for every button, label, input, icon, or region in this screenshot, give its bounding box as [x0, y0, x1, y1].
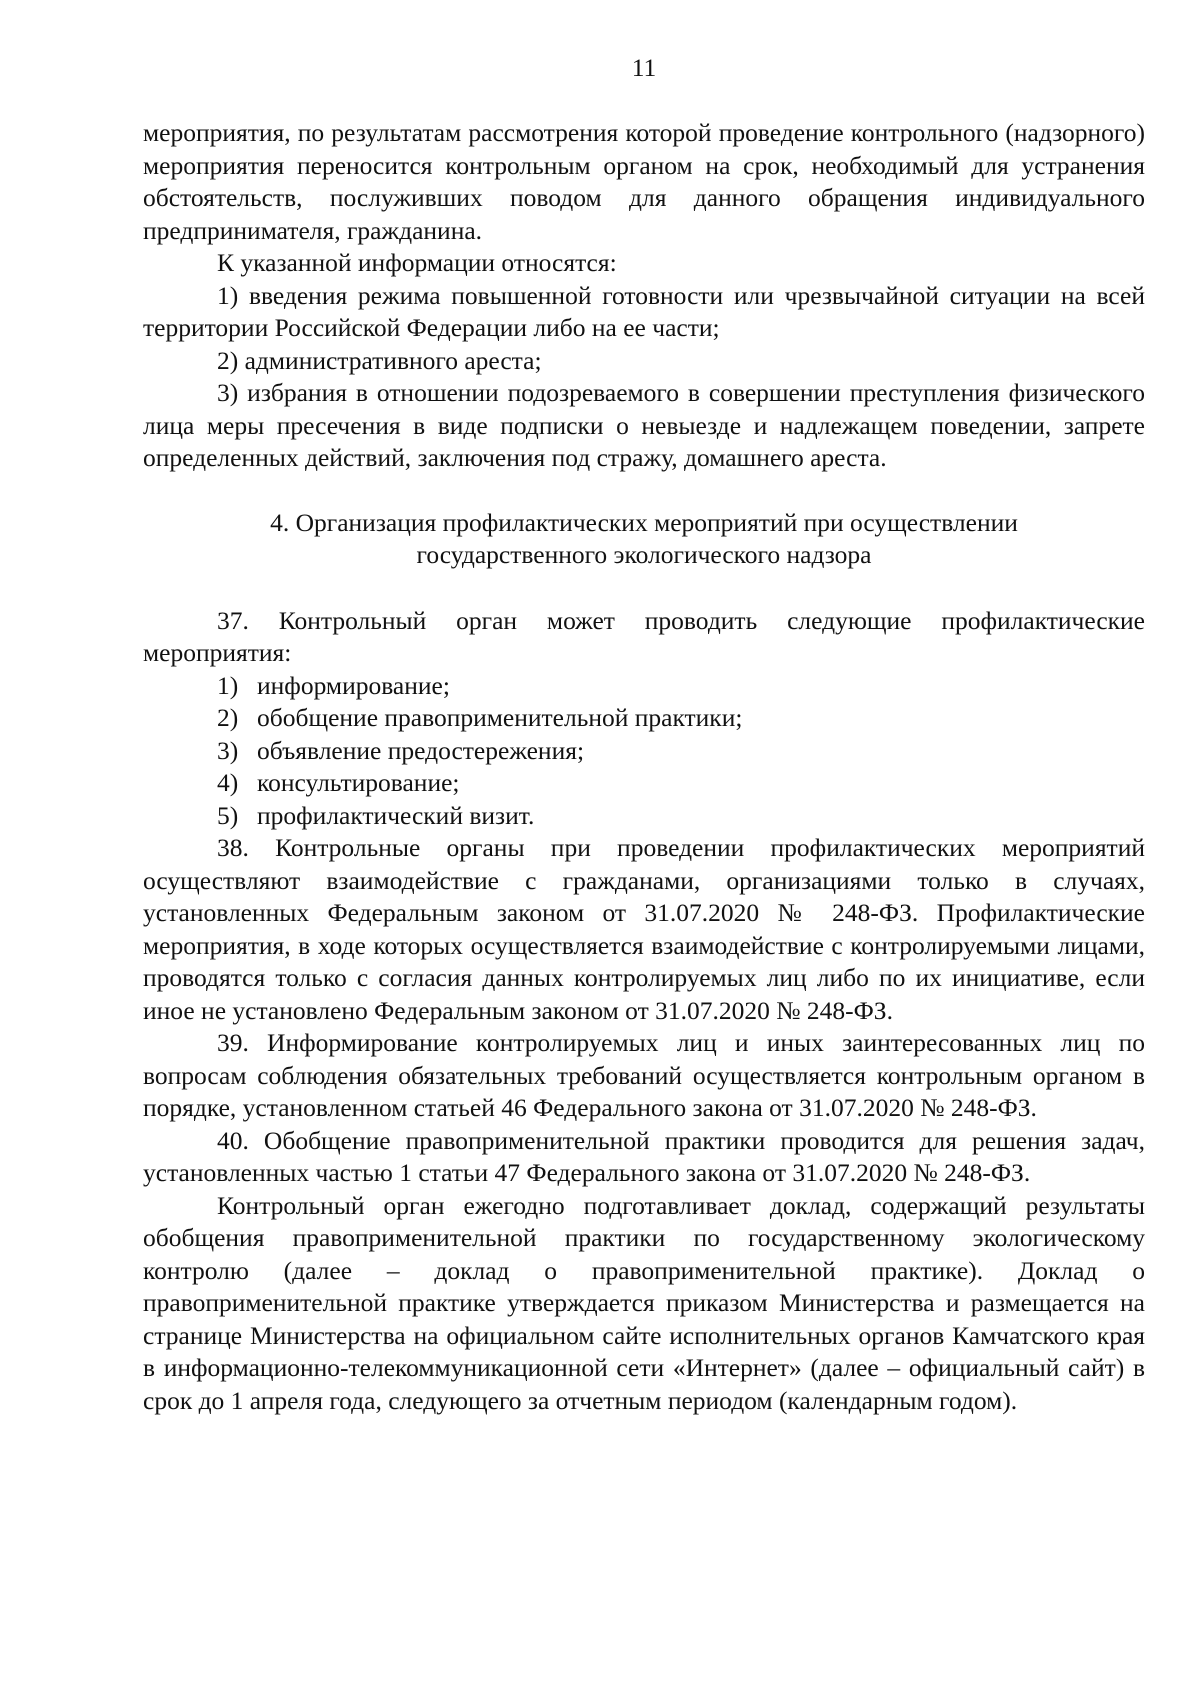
paragraph-39: 39. Информирование контролируемых лиц и иных заинтересованных лиц по вопросам соблюдения обязательных требований осуществляется контрольным органом в порядке, установленном статьей 46 Федерального закона от 31.07.2020 № 248-ФЗ.: [143, 1028, 1145, 1122]
page-number: 11: [631, 53, 657, 82]
document-body: [143, 117, 1145, 1417]
intro-paragraph: мероприятия, по результатам рассмотрения которой проведение контрольного (надзорного) мероприятия переносится контрольным органом на срок, необходимый для устранения обстоятельств, послуживших поводом для данного обращения индивидуального предпринимателя, гражданина.: [143, 118, 1145, 245]
section-heading-line-1: 4. Организация профилактических мероприятий при осуществлении: [270, 507, 1018, 537]
measure-item: [217, 767, 1145, 800]
paragraph-38: 38. Контрольные органы при проведении профилактических мероприятий осуществляют взаимодействие с гражданами, организациями только в случаях, установленных Федеральным законом от 31.07.2020 № 248-ФЗ. Профилактические мероприятия, в ходе которых осуществляется взаимодействие с контролируемыми лицами, проводятся только с согласия данных контролируемых лиц либо по их инициативе, если иное не установлено Федеральным законом от 31.07.2020 № 248-ФЗ.: [143, 833, 1145, 1025]
measure-text: профилактический визит.: [257, 800, 535, 830]
measure-text: обобщение правоприменительной практики;: [257, 703, 743, 732]
measure-item: [217, 702, 1145, 735]
info-item-1: 1) введения режима повышенной готовности или чрезвычайной ситуации на всей территории Российской Федерации либо на ее части;: [143, 280, 1145, 342]
measure-number: 2): [217, 703, 239, 732]
measure-number: 1): [217, 670, 239, 700]
section-heading: [143, 507, 1145, 572]
measure-number: 5): [217, 800, 239, 830]
info-item-2: 2) административного ареста;: [217, 345, 542, 375]
paragraph-37: 37. Контрольный орган может проводить следующие профилактические мероприятия:: [143, 605, 1145, 667]
measure-number: 3): [217, 735, 239, 765]
measure-text: консультирование;: [257, 768, 460, 797]
info-intro: К указанной информации относятся:: [217, 248, 617, 277]
info-item-3: 3) избрания в отношении подозреваемого в совершении преступления физического лица меры пресечения в виде подписки о невыезде и надлежащем поведении, запрете определенных действий, заключения под стражу, домашнего ареста.: [143, 378, 1145, 472]
section-heading-line-2: государственного экологического надзора: [416, 540, 872, 569]
paragraph-40-report: Контрольный орган ежегодно подготавливает доклад, содержащий результаты обобщения правоприменительной практики по государственному экологическому контролю (далее – доклад о правоприменительной практике). Доклад о правоприменительной практике утверждается приказом Министерства и размещается на странице Министерства на официальном сайте исполнительных органов Камчатского края в информационно-телекоммуникационной сети «Интернет» (далее – официальный сайт) в срок до 1 апреля года, следующего за отчетным периодом (календарным годом).: [143, 1190, 1145, 1415]
measure-item: [217, 800, 1145, 833]
paragraph-40: 40. Обобщение правоприменительной практики проводится для решения задач, установленных частью 1 статьи 47 Федерального закона от 31.07.2020 № 248-ФЗ.: [143, 1125, 1145, 1187]
measure-number: 4): [217, 768, 239, 797]
measure-item: [217, 670, 1145, 703]
measure-item: [217, 735, 1145, 768]
measure-text: объявление предостережения;: [257, 735, 585, 765]
measure-text: информирование;: [257, 670, 450, 700]
